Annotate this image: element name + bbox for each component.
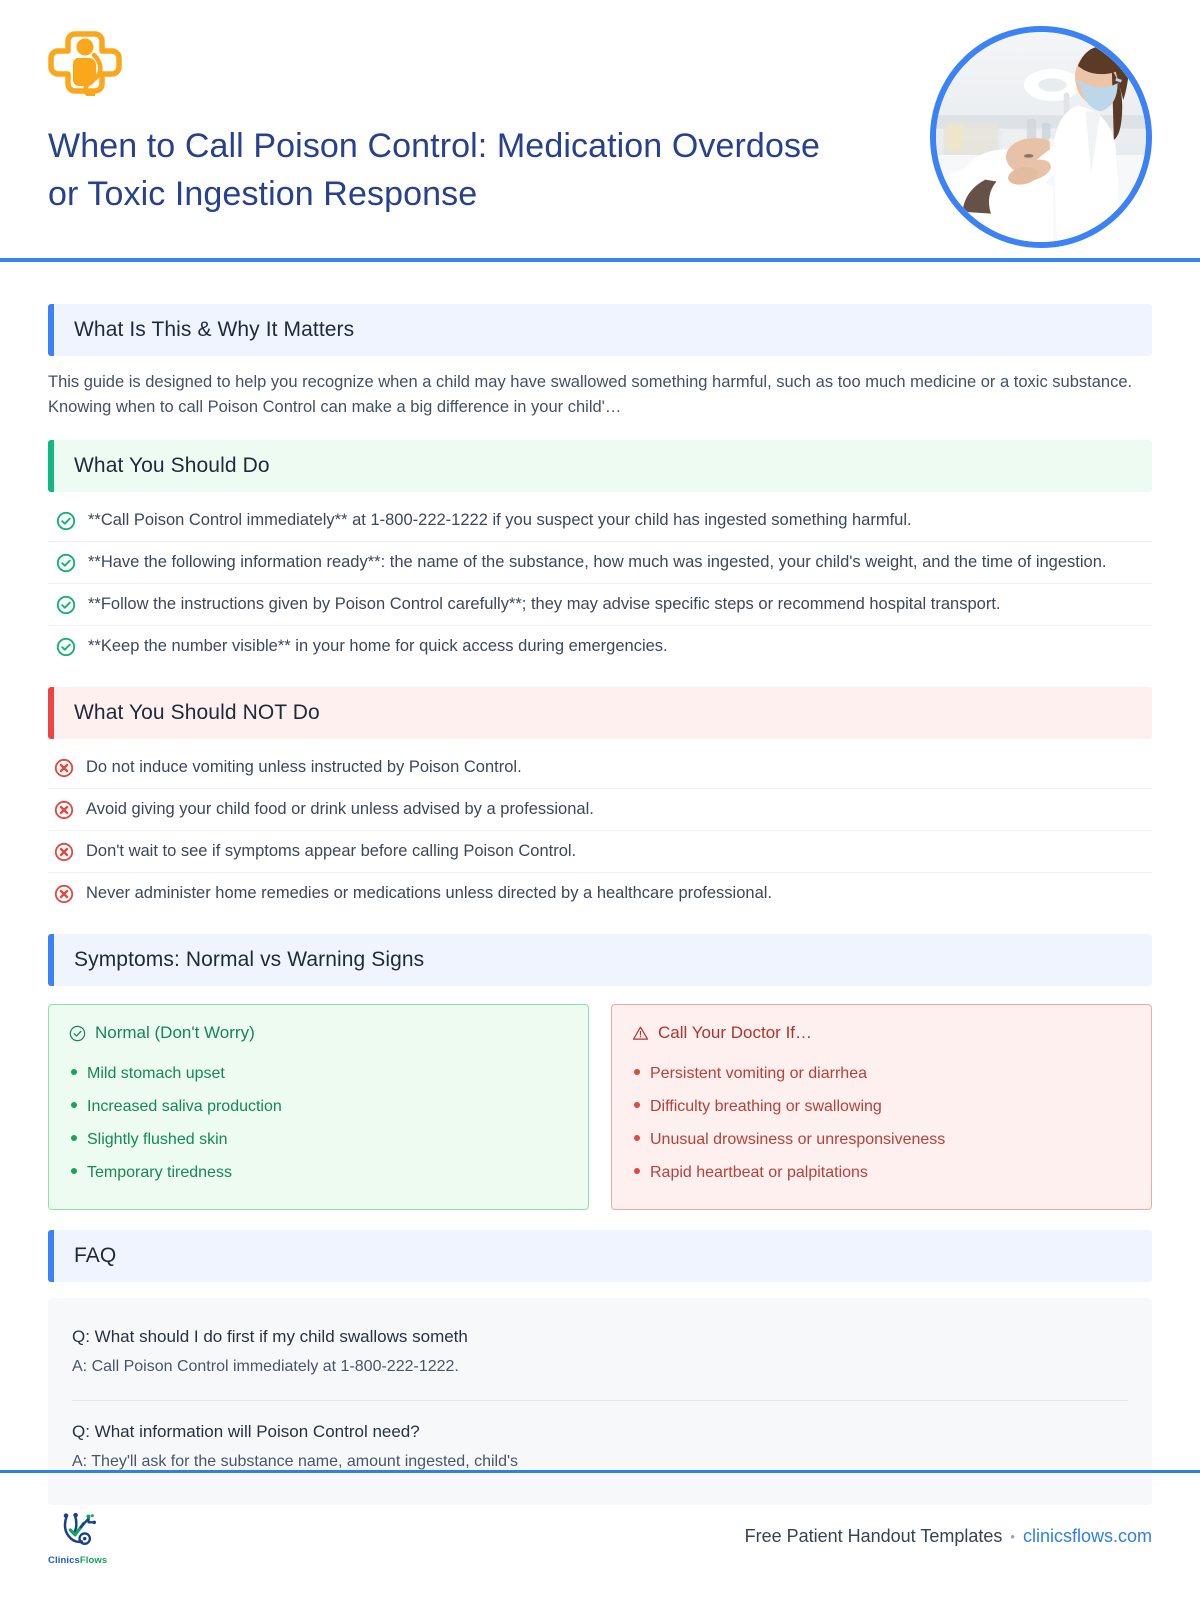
warning-triangle-icon bbox=[632, 1025, 649, 1042]
footer-wordmark bbox=[48, 1555, 107, 1566]
page-footer bbox=[0, 1470, 1200, 1600]
list-item bbox=[48, 747, 1152, 789]
section-header-symptoms bbox=[48, 934, 1152, 986]
section-header-faq bbox=[48, 1230, 1152, 1282]
page-content bbox=[0, 262, 1200, 1505]
page-title: When to Call Poison Control: Medication Overdose or Toxic Ingestion Response bbox=[48, 127, 821, 213]
normal-symptoms-title: Normal (Don't Worry) bbox=[95, 1023, 255, 1042]
list-item: Slightly flushed skin bbox=[69, 1123, 568, 1156]
accent-bar bbox=[48, 687, 54, 739]
page-header bbox=[0, 0, 1200, 262]
footer-brand bbox=[48, 1507, 107, 1566]
x-circle-icon bbox=[54, 884, 74, 904]
footer-tagline: Free Patient Handout Templates bbox=[744, 1526, 1003, 1546]
list-item: Difficulty breathing or swallowing bbox=[632, 1090, 1131, 1123]
check-circle-icon bbox=[69, 1025, 86, 1042]
list-item-text: **Follow the instructions given by Poison Control carefully**; they may advise specific steps or recommend hospital transport. bbox=[88, 595, 1001, 613]
warning-symptoms-title-row bbox=[632, 1023, 1131, 1043]
list-item-text: **Have the following information ready**: the name of the substance, how much was ingested, your child's weight, and the time of ingestion. bbox=[88, 553, 1107, 571]
list-item: Mild stomach upset bbox=[69, 1057, 568, 1090]
stethoscope-check-icon bbox=[55, 1507, 101, 1553]
section-title: FAQ bbox=[74, 1244, 117, 1267]
list-item bbox=[48, 500, 1152, 542]
list-item bbox=[48, 873, 1152, 914]
accent-bar bbox=[48, 440, 54, 492]
normal-symptoms-list bbox=[69, 1057, 568, 1189]
normal-symptoms-title-row bbox=[69, 1023, 568, 1043]
section-title: Symptoms: Normal vs Warning Signs bbox=[74, 948, 425, 971]
list-item bbox=[48, 831, 1152, 873]
list-item: Unusual drowsiness or unresponsiveness bbox=[632, 1123, 1131, 1156]
list-item bbox=[48, 584, 1152, 626]
list-item: Persistent vomiting or diarrhea bbox=[632, 1057, 1131, 1090]
header-divider bbox=[0, 258, 1200, 262]
footer-website-link[interactable]: clinicsflows.com bbox=[1022, 1526, 1152, 1546]
warning-symptoms-list bbox=[632, 1057, 1131, 1189]
section-header-should-not-do bbox=[48, 687, 1152, 739]
faq-question: Q: What should I do first if my child swallows someth bbox=[72, 1327, 468, 1346]
faq-item bbox=[72, 1400, 1128, 1479]
list-item-text: Do not induce vomiting unless instructed by Poison Control. bbox=[86, 758, 522, 776]
faq-question: Q: What information will Poison Control need? bbox=[72, 1422, 420, 1441]
faq-answer: A: Call Poison Control immediately at 1-800-222-1222. bbox=[72, 1358, 459, 1375]
list-item bbox=[48, 789, 1152, 831]
check-circle-icon bbox=[56, 637, 76, 657]
intro-paragraph: This guide is designed to help you recognize when a child may have swallowed something harmful, such as too much medicine or a toxic substance. Knowing when to call Poison Control can make a big difference in your child'… bbox=[48, 373, 1133, 416]
x-circle-icon bbox=[54, 800, 74, 820]
accent-bar bbox=[48, 1230, 54, 1282]
list-item bbox=[48, 542, 1152, 584]
medical-cross-mother-child-icon bbox=[48, 30, 126, 96]
faq-answer: A: They'll ask for the substance name, amount ingested, child's bbox=[72, 1453, 519, 1470]
check-circle-icon bbox=[56, 553, 76, 573]
x-circle-icon bbox=[54, 758, 74, 778]
wordmark-part1: Clinics bbox=[48, 1555, 80, 1566]
list-item bbox=[48, 626, 1152, 667]
list-item-text: **Keep the number visible** in your home for quick access during emergencies. bbox=[88, 637, 668, 655]
warning-symptoms-box bbox=[611, 1004, 1152, 1210]
wordmark-part2: Flows bbox=[79, 1555, 108, 1566]
check-circle-icon bbox=[56, 511, 76, 531]
footer-separator: • bbox=[1010, 1529, 1015, 1544]
check-circle-icon bbox=[56, 595, 76, 615]
hero-photo bbox=[930, 26, 1152, 248]
footer-credit bbox=[745, 1526, 1152, 1547]
section-header-should-do bbox=[48, 440, 1152, 492]
normal-symptoms-box bbox=[48, 1004, 589, 1210]
list-item: Temporary tiredness bbox=[69, 1156, 568, 1189]
section-title: What You Should NOT Do bbox=[74, 701, 320, 724]
should-not-do-list bbox=[48, 747, 1152, 914]
should-do-list bbox=[48, 500, 1152, 667]
warning-symptoms-title: Call Your Doctor If… bbox=[658, 1023, 813, 1042]
section-title: What Is This & Why It Matters bbox=[74, 318, 355, 341]
symptoms-comparison bbox=[48, 1004, 1152, 1210]
x-circle-icon bbox=[54, 842, 74, 862]
accent-bar bbox=[48, 934, 54, 986]
list-item-text: Never administer home remedies or medications unless directed by a healthcare professional. bbox=[86, 884, 773, 902]
list-item-text: **Call Poison Control immediately** at 1-800-222-1222 if you suspect your child has ingested something harmful. bbox=[88, 511, 912, 529]
list-item: Increased saliva production bbox=[69, 1090, 568, 1123]
section-header-what-is-this bbox=[48, 304, 1152, 356]
faq-item bbox=[72, 1320, 1128, 1384]
section-title: What You Should Do bbox=[74, 454, 270, 477]
accent-bar bbox=[48, 304, 54, 356]
list-item: Rapid heartbeat or palpitations bbox=[632, 1156, 1131, 1189]
list-item-text: Avoid giving your child food or drink unless advised by a professional. bbox=[86, 800, 594, 818]
list-item-text: Don't wait to see if symptoms appear before calling Poison Control. bbox=[86, 842, 577, 860]
